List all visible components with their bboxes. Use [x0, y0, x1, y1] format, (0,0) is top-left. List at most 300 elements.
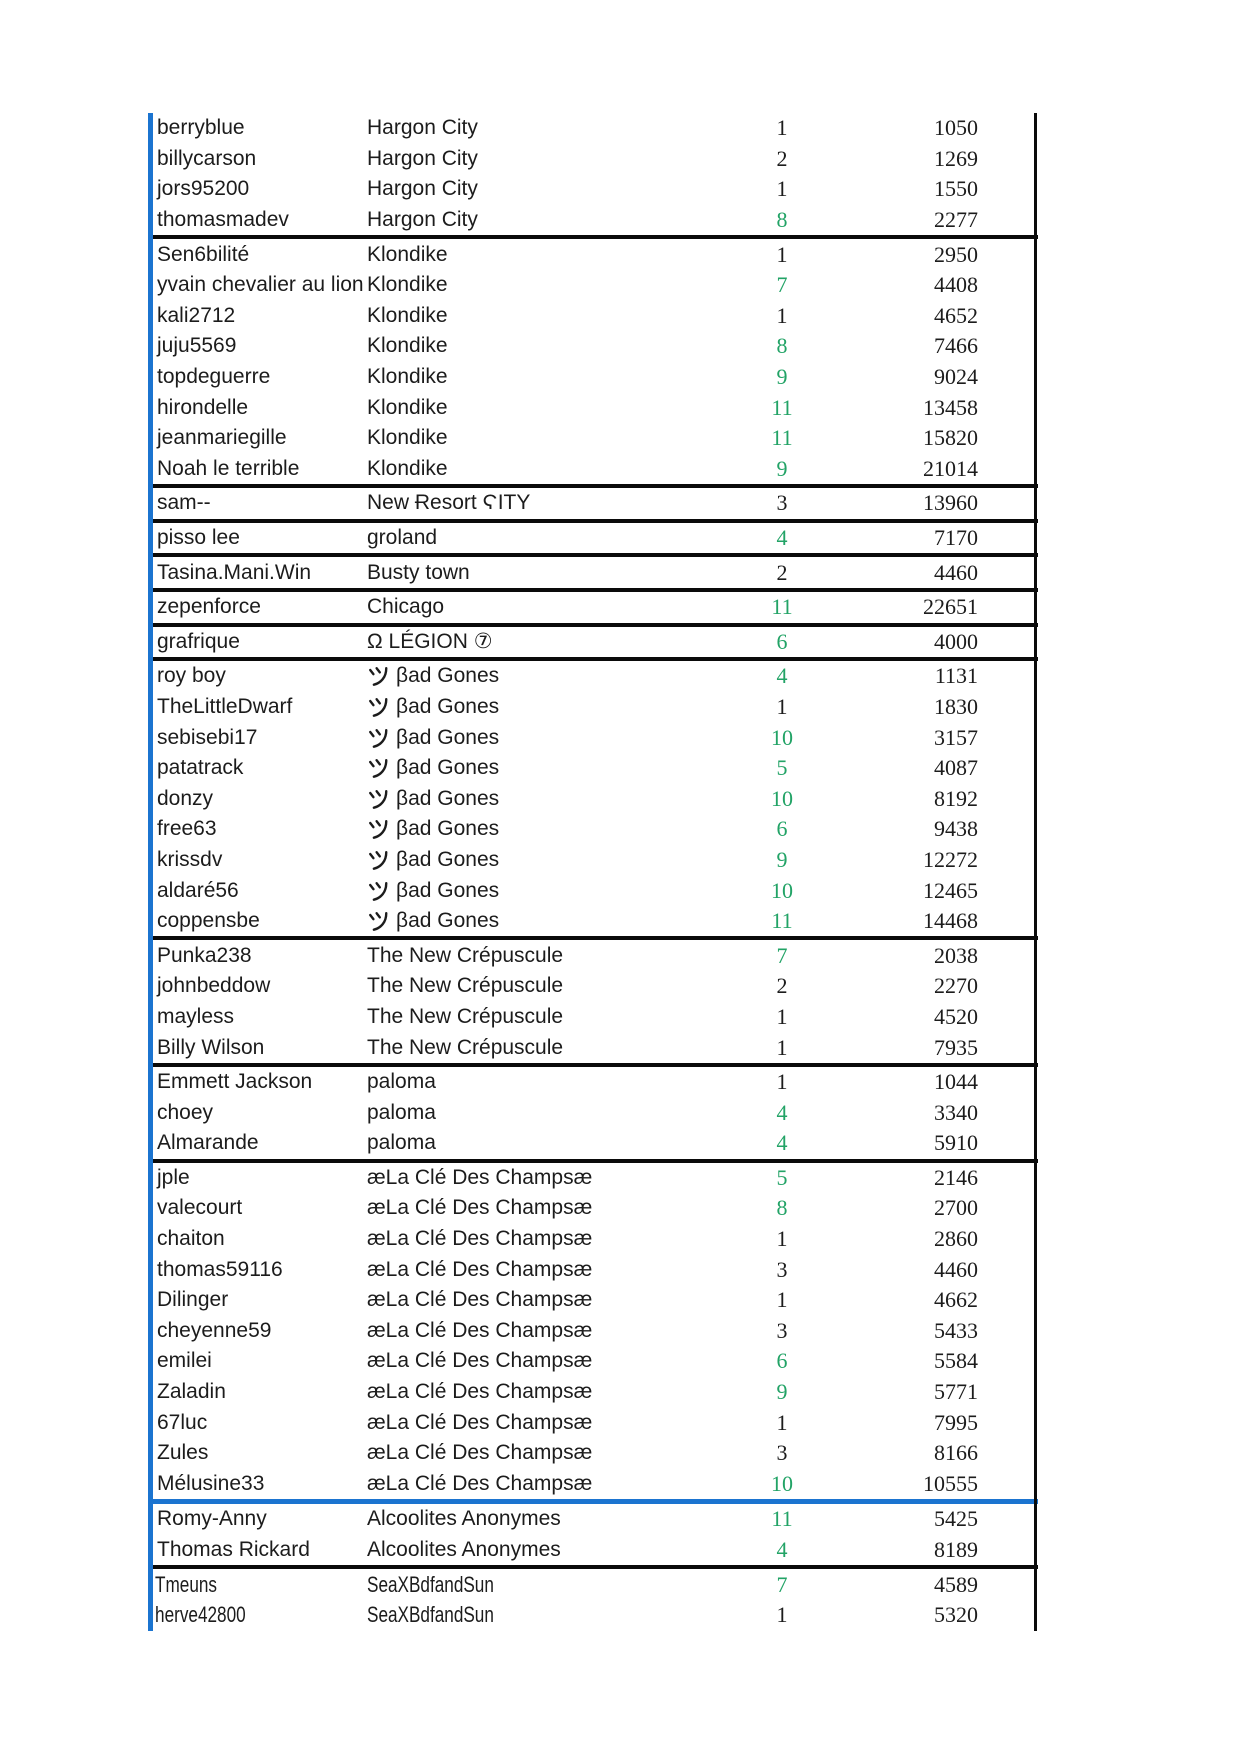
table-row	[148, 270, 1038, 301]
team-name-label: æLa Clé Des Champsæ	[367, 1410, 593, 1434]
player-name-cell: pisso lee	[157, 526, 240, 550]
match-count-cell: 7	[776, 942, 788, 968]
team-name-label: Hargon City	[367, 208, 478, 232]
team-name-cell	[367, 1441, 697, 1465]
match-count-cell: 9	[776, 455, 788, 481]
tsu-kana-icon	[367, 880, 389, 902]
match-count-cell: 6	[776, 816, 788, 842]
team-name-label: æLa Clé Des Champsæ	[367, 1257, 593, 1281]
team-name-label: paloma	[367, 1131, 436, 1155]
match-count-cell: 8	[776, 1195, 788, 1221]
match-count-cell: 4	[776, 1099, 788, 1125]
team-name-cell	[367, 396, 697, 420]
team-name-cell	[367, 1288, 697, 1312]
player-name-cell: grafrique	[157, 629, 240, 653]
score-cell: 2950	[934, 241, 978, 267]
table-right-border	[1034, 113, 1037, 1631]
player-name-cell: roy boy	[157, 664, 226, 688]
match-count-cell: 8	[776, 207, 788, 233]
team-name-label: Klondike	[367, 456, 448, 480]
team-name-cell	[367, 629, 697, 654]
team-name-label: æLa Clé Des Champsæ	[367, 1471, 593, 1495]
team-name-cell	[367, 1227, 697, 1251]
table-row	[148, 1254, 1038, 1285]
match-count-cell: 3	[776, 1440, 788, 1466]
table-row	[148, 1438, 1038, 1469]
team-name-cell	[367, 491, 697, 515]
player-name-cell: Noah le terrible	[157, 456, 300, 480]
score-cell: 4589	[934, 1571, 978, 1597]
score-cell: 5320	[934, 1602, 978, 1628]
team-name-cell	[367, 695, 697, 719]
table-row	[148, 1504, 1038, 1535]
tsu-kana-icon	[367, 757, 389, 779]
score-cell: 2700	[934, 1195, 978, 1221]
team-name-cell	[367, 1507, 697, 1531]
team-name-cell	[367, 1319, 697, 1343]
player-name-cell: Thomas Rickard	[157, 1538, 310, 1562]
team-name-cell	[367, 1602, 624, 1628]
team-name-label: Ω LÉGION ⑦	[367, 630, 493, 654]
score-cell: 9438	[934, 816, 978, 842]
team-name-cell	[367, 426, 697, 450]
team-name-cell	[367, 116, 697, 140]
scores-table	[148, 113, 1038, 1631]
score-cell: 1830	[934, 693, 978, 719]
match-count-cell: 6	[776, 1348, 788, 1374]
player-name-cell: krissdv	[157, 847, 223, 871]
match-count-cell: 1	[776, 1287, 788, 1313]
team-name-cell	[367, 664, 697, 688]
match-count-cell: 2	[776, 559, 788, 585]
team-name-label: βad Gones	[396, 878, 500, 902]
table-row	[148, 845, 1038, 876]
score-cell: 2146	[934, 1164, 978, 1190]
score-cell: 4000	[934, 628, 978, 654]
player-name-cell: kali2712	[157, 303, 236, 327]
team-name-label: Alcoolites Anonymes	[367, 1538, 561, 1562]
table-row	[148, 205, 1038, 236]
match-count-cell: 1	[776, 1226, 788, 1252]
table-row	[148, 1535, 1038, 1566]
table-row	[148, 331, 1038, 362]
team-name-label: Alcoolites Anonymes	[367, 1507, 561, 1531]
score-cell: 2277	[934, 207, 978, 233]
match-count-cell: 4	[776, 663, 788, 689]
score-cell: 2860	[934, 1226, 978, 1252]
score-cell: 15820	[923, 425, 978, 451]
team-name-label: βad Gones	[396, 909, 500, 933]
player-name-cell: thomasmadev	[157, 208, 289, 232]
score-cell: 12272	[923, 846, 978, 872]
match-count-cell: 11	[771, 425, 793, 451]
player-name-cell: jple	[157, 1165, 190, 1189]
table-row	[148, 239, 1038, 270]
table-row	[148, 1346, 1038, 1377]
match-count-cell: 8	[776, 333, 788, 359]
match-count-cell: 3	[776, 1256, 788, 1282]
team-name-label: βad Gones	[396, 694, 500, 718]
match-count-cell: 1	[776, 115, 788, 141]
team-name-label: Busty town	[367, 560, 470, 584]
table-row	[148, 557, 1038, 588]
team-name-cell	[367, 879, 697, 903]
team-name-cell	[367, 726, 697, 750]
match-count-cell: 11	[771, 908, 793, 934]
team-name-cell	[367, 944, 697, 968]
match-count-cell: 1	[776, 176, 788, 202]
team-name-cell	[367, 177, 697, 201]
player-name-cell: Punka238	[157, 943, 252, 967]
team-name-label: βad Gones	[396, 756, 500, 780]
player-name-cell: Sen6bilité	[157, 242, 250, 266]
score-cell: 4408	[934, 272, 978, 298]
player-name-cell: mayless	[157, 1004, 235, 1028]
tsu-kana-icon	[367, 910, 389, 932]
player-name-cell: billycarson	[157, 146, 257, 170]
match-count-cell: 4	[776, 1130, 788, 1156]
score-cell: 13458	[923, 394, 978, 420]
match-count-cell: 1	[776, 241, 788, 267]
team-name-cell	[367, 1196, 697, 1220]
player-name-cell: sebisebi17	[157, 725, 258, 749]
team-name-cell	[367, 756, 697, 780]
player-name-cell: coppensbe	[157, 909, 260, 933]
score-cell: 22651	[923, 594, 978, 620]
match-count-cell: 10	[771, 1470, 793, 1496]
score-cell: 7170	[934, 525, 978, 551]
score-cell: 5910	[934, 1130, 978, 1156]
table-row	[148, 1067, 1038, 1098]
score-cell: 13960	[923, 490, 978, 516]
table-row	[148, 906, 1038, 937]
team-name-cell	[367, 1411, 697, 1435]
match-count-cell: 3	[776, 1317, 788, 1343]
team-name-label: æLa Clé Des Champsæ	[367, 1196, 593, 1220]
team-name-cell	[367, 787, 697, 811]
tsu-kana-icon	[367, 788, 389, 810]
match-count-cell: 10	[771, 877, 793, 903]
score-cell: 12465	[923, 877, 978, 903]
table-row	[148, 875, 1038, 906]
table-row	[148, 940, 1038, 971]
player-name-cell: donzy	[157, 786, 214, 810]
team-name-cell	[367, 848, 697, 872]
player-name-cell: Emmett Jackson	[157, 1070, 313, 1094]
match-count-cell: 1	[776, 1003, 788, 1029]
match-count-cell: 5	[776, 1164, 788, 1190]
match-count-cell: 1	[776, 693, 788, 719]
team-name-label: βad Gones	[396, 725, 500, 749]
score-cell: 8166	[934, 1440, 978, 1466]
team-name-label: The New Crépuscule	[367, 974, 564, 998]
team-name-label: SeaXBdfandSun	[367, 1571, 494, 1597]
table-row	[148, 1407, 1038, 1438]
player-name-cell: Romy-Anny	[157, 1507, 267, 1531]
player-name-cell: Dilinger	[157, 1288, 229, 1312]
score-cell: 4652	[934, 302, 978, 328]
team-name-label: βad Gones	[396, 786, 500, 810]
team-name-cell	[367, 243, 697, 267]
player-name-cell: Zaladin	[157, 1380, 226, 1404]
player-name-cell: Billy Wilson	[157, 1035, 265, 1059]
team-name-cell	[367, 1101, 697, 1125]
team-name-cell	[367, 334, 697, 358]
team-name-label: æLa Clé Des Champsæ	[367, 1165, 593, 1189]
match-count-cell: 3	[776, 490, 788, 516]
team-name-cell	[367, 1258, 697, 1282]
match-count-cell: 2	[776, 145, 788, 171]
table-row	[148, 523, 1038, 554]
match-count-cell: 10	[771, 785, 793, 811]
player-name-cell: herve42800	[155, 1602, 246, 1628]
table-row	[148, 1163, 1038, 1194]
team-name-label: groland	[367, 526, 438, 550]
team-name-label: Klondike	[367, 365, 448, 389]
player-name-cell: sam--	[157, 491, 211, 515]
team-name-cell	[367, 208, 697, 232]
table-row	[148, 627, 1038, 658]
team-name-cell	[367, 1349, 697, 1373]
player-name-cell: berryblue	[157, 116, 245, 140]
score-cell: 2038	[934, 942, 978, 968]
player-name-cell: TheLittleDwarf	[157, 694, 293, 718]
team-name-label: Hargon City	[367, 177, 478, 201]
player-name-cell: choey	[157, 1100, 214, 1124]
team-name-cell	[367, 1472, 697, 1496]
team-name-label: Klondike	[367, 426, 448, 450]
team-name-label: æLa Clé Des Champsæ	[367, 1227, 593, 1251]
match-count-cell: 4	[776, 525, 788, 551]
score-cell: 1131	[934, 663, 978, 689]
team-name-cell	[367, 974, 697, 998]
table-row	[148, 1600, 1038, 1631]
table-row	[148, 692, 1038, 723]
table-row	[148, 1569, 1038, 1600]
score-cell: 5771	[934, 1379, 978, 1405]
score-cell: 5425	[934, 1506, 978, 1532]
tsu-kana-icon	[367, 727, 389, 749]
player-name-cell: topdeguerre	[157, 365, 271, 389]
player-name-cell: johnbeddow	[157, 974, 271, 998]
team-name-label: The New Crépuscule	[367, 1035, 564, 1059]
team-name-cell	[367, 273, 697, 297]
match-count-cell: 7	[776, 1571, 788, 1597]
table-row	[148, 971, 1038, 1002]
tsu-kana-icon	[367, 818, 389, 840]
team-name-cell	[367, 1166, 697, 1190]
team-name-label: Hargon City	[367, 116, 478, 140]
team-name-cell	[367, 1572, 624, 1598]
player-name-cell: chaiton	[157, 1227, 225, 1251]
player-name-cell: jeanmariegille	[157, 426, 287, 450]
match-count-cell: 5	[776, 755, 788, 781]
score-cell: 5433	[934, 1317, 978, 1343]
player-name-cell: juju5569	[157, 334, 237, 358]
team-name-label: paloma	[367, 1070, 436, 1094]
player-name-cell: free63	[157, 817, 217, 841]
match-count-cell: 1	[776, 1034, 788, 1060]
player-name-cell: yvain chevalier au lion	[157, 273, 364, 297]
match-count-cell: 4	[776, 1537, 788, 1563]
score-cell: 7466	[934, 333, 978, 359]
team-name-label: paloma	[367, 1100, 436, 1124]
table-row	[148, 1128, 1038, 1159]
player-name-cell: aldaré56	[157, 878, 239, 902]
team-name-cell	[367, 817, 697, 841]
table-row	[148, 814, 1038, 845]
table-row	[148, 144, 1038, 175]
tsu-kana-icon	[367, 665, 389, 687]
player-name-cell: valecourt	[157, 1196, 243, 1220]
tsu-kana-icon	[367, 849, 389, 871]
team-name-label: Klondike	[367, 303, 448, 327]
table-row	[148, 1316, 1038, 1347]
player-name-cell: Zules	[157, 1441, 209, 1465]
player-name-cell: Tasina.Mani.Win	[157, 560, 312, 584]
player-name-cell: emilei	[157, 1349, 212, 1373]
team-name-cell	[367, 457, 697, 481]
table-row	[148, 1377, 1038, 1408]
player-name-cell: thomas59116	[157, 1257, 283, 1281]
table-row	[148, 661, 1038, 692]
match-count-cell: 11	[771, 394, 793, 420]
team-name-label: βad Gones	[396, 817, 500, 841]
score-cell: 1550	[934, 176, 978, 202]
team-name-label: SeaXBdfandSun	[367, 1602, 494, 1628]
table-row	[148, 1224, 1038, 1255]
score-cell: 4460	[934, 559, 978, 585]
player-name-cell: jors95200	[157, 177, 250, 201]
table-row	[148, 454, 1038, 485]
team-name-label: æLa Clé Des Champsæ	[367, 1288, 593, 1312]
score-cell: 7995	[934, 1409, 978, 1435]
team-name-label: æLa Clé Des Champsæ	[367, 1441, 593, 1465]
team-name-cell	[367, 147, 697, 171]
match-count-cell: 10	[771, 724, 793, 750]
score-cell: 3340	[934, 1099, 978, 1125]
table-row	[148, 1002, 1038, 1033]
score-cell: 3157	[934, 724, 978, 750]
table-row	[148, 174, 1038, 205]
table-row	[148, 392, 1038, 423]
team-name-cell	[367, 1005, 697, 1029]
player-name-cell: Tmeuns	[155, 1571, 218, 1597]
score-cell: 4662	[934, 1287, 978, 1313]
team-name-label: Klondike	[367, 395, 448, 419]
scores-table-body	[148, 113, 1038, 1631]
table-row	[148, 113, 1038, 144]
table-row	[148, 362, 1038, 393]
team-name-cell	[367, 909, 697, 933]
player-name-cell: 67luc	[157, 1410, 208, 1434]
team-name-label: New Ɍesort ϚITY	[367, 491, 531, 515]
score-cell: 14468	[923, 908, 978, 934]
match-count-cell: 6	[776, 628, 788, 654]
match-count-cell: 1	[776, 1602, 788, 1628]
match-count-cell: 1	[776, 302, 788, 328]
match-count-cell: 1	[776, 1069, 788, 1095]
score-cell: 4460	[934, 1256, 978, 1282]
table-row	[148, 1285, 1038, 1316]
table-row	[148, 1097, 1038, 1128]
team-name-cell	[367, 1036, 697, 1060]
team-name-cell	[367, 526, 697, 550]
match-count-cell: 9	[776, 846, 788, 872]
score-cell: 8192	[934, 785, 978, 811]
match-count-cell: 9	[776, 364, 788, 390]
score-cell: 5584	[934, 1348, 978, 1374]
team-name-label: βad Gones	[396, 847, 500, 871]
team-name-cell	[367, 1131, 697, 1155]
match-count-cell: 2	[776, 973, 788, 999]
score-cell: 7935	[934, 1034, 978, 1060]
team-name-label: Klondike	[367, 242, 448, 266]
score-cell: 1269	[934, 145, 978, 171]
player-name-cell: patatrack	[157, 756, 244, 780]
team-name-label: Chicago	[367, 595, 445, 619]
team-name-label: æLa Clé Des Champsæ	[367, 1380, 593, 1404]
team-name-cell	[367, 1538, 697, 1562]
score-cell: 2270	[934, 973, 978, 999]
team-name-cell	[367, 595, 697, 619]
match-count-cell: 1	[776, 1409, 788, 1435]
score-cell: 21014	[923, 455, 978, 481]
team-name-cell	[367, 365, 697, 389]
score-cell: 10555	[923, 1470, 978, 1496]
player-name-cell: cheyenne59	[157, 1318, 272, 1342]
team-name-label: βad Gones	[396, 664, 500, 688]
team-name-label: Klondike	[367, 334, 448, 358]
match-count-cell: 11	[771, 1506, 793, 1532]
player-name-cell: zepenforce	[157, 595, 261, 619]
team-name-cell	[367, 1070, 697, 1094]
score-cell: 4087	[934, 755, 978, 781]
team-name-cell	[367, 1380, 697, 1404]
table-row	[148, 488, 1038, 519]
table-row	[148, 1193, 1038, 1224]
table-row	[148, 301, 1038, 332]
match-count-cell: 9	[776, 1379, 788, 1405]
team-name-label: Hargon City	[367, 146, 478, 170]
team-name-label: The New Crépuscule	[367, 1004, 564, 1028]
table-row	[148, 1032, 1038, 1063]
match-count-cell: 11	[771, 594, 793, 620]
score-cell: 8189	[934, 1537, 978, 1563]
match-count-cell: 7	[776, 272, 788, 298]
team-name-label: æLa Clé Des Champsæ	[367, 1349, 593, 1373]
player-name-cell: hirondelle	[157, 395, 249, 419]
team-name-cell	[367, 561, 697, 585]
table-left-border	[148, 113, 153, 1631]
table-row	[148, 783, 1038, 814]
team-name-label: The New Crépuscule	[367, 943, 564, 967]
team-name-label: æLa Clé Des Champsæ	[367, 1318, 593, 1342]
team-name-label: Klondike	[367, 273, 448, 297]
table-row	[148, 722, 1038, 753]
score-cell: 9024	[934, 364, 978, 390]
team-name-cell	[367, 304, 697, 328]
table-row	[148, 753, 1038, 784]
player-name-cell: Almarande	[157, 1131, 259, 1155]
player-name-cell: Mélusine33	[157, 1471, 265, 1495]
table-row	[148, 1469, 1038, 1500]
score-cell: 1050	[934, 115, 978, 141]
score-cell: 1044	[934, 1069, 978, 1095]
table-row	[148, 592, 1038, 623]
score-cell: 4520	[934, 1003, 978, 1029]
table-row	[148, 423, 1038, 454]
